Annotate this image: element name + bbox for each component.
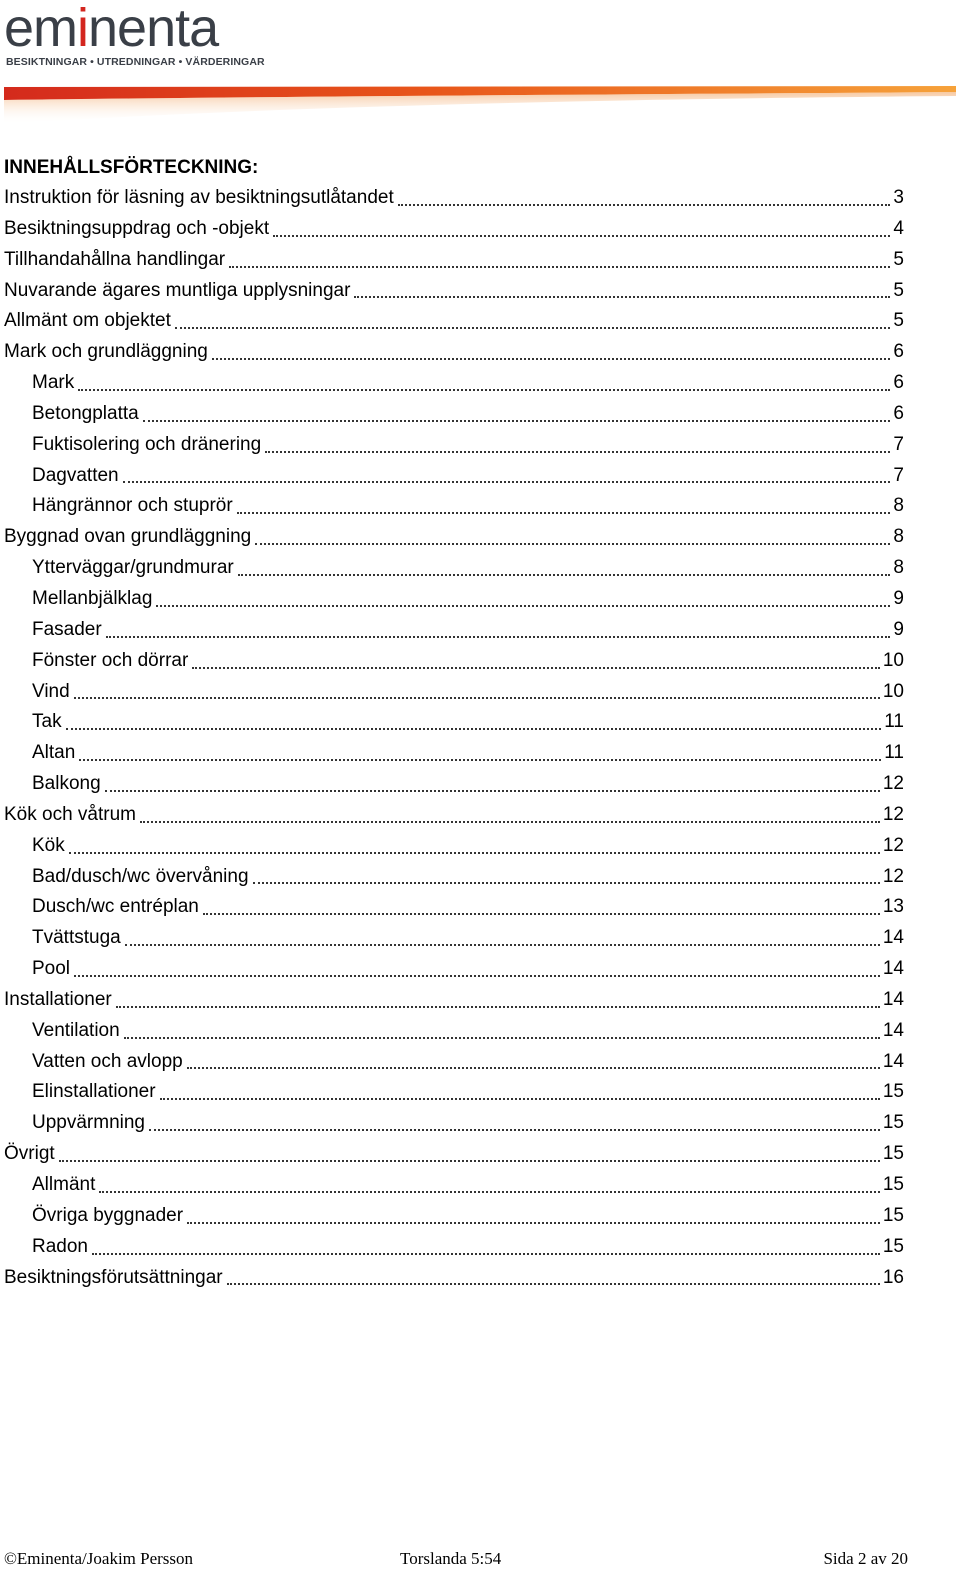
toc-entry[interactable] [4, 646, 904, 677]
toc-dot-leader [79, 745, 881, 761]
logo-tagline: BESIKTNINGAR • UTREDNINGAR • VÄRDERINGAR [6, 56, 265, 68]
toc-dot-leader [124, 1023, 880, 1039]
toc-entry[interactable] [4, 368, 904, 399]
toc-entry-page: 11 [884, 742, 904, 764]
toc-entry[interactable] [4, 954, 904, 985]
toc-dot-leader [105, 776, 880, 792]
toc-entry[interactable] [4, 615, 904, 646]
toc-entry-title: Dusch/wc entréplan [32, 896, 199, 918]
toc-entry[interactable] [4, 306, 904, 337]
toc-entry-title: Instruktion för läsning av besiktningsutlåtandet [4, 187, 394, 208]
toc-entry-page: 14 [882, 958, 904, 980]
toc-dot-leader [59, 1146, 880, 1162]
toc-dot-leader [66, 714, 882, 730]
toc-dot-leader [78, 375, 890, 391]
toc-entry-title: Ytterväggar/grundmurar [32, 557, 234, 579]
toc-entry[interactable] [4, 399, 904, 430]
toc-entry[interactable] [4, 985, 904, 1016]
toc-entry-title: Övriga byggnader [32, 1204, 184, 1226]
toc-entry[interactable] [4, 1108, 904, 1139]
footer-copyright: ©Eminenta/Joakim Persson [4, 1549, 194, 1568]
toc-entry-title: Allmänt om objektet [4, 310, 171, 332]
toc-dot-leader [99, 1177, 880, 1193]
toc-dot-leader [237, 498, 891, 514]
toc-dot-leader [255, 529, 890, 545]
toc-entry[interactable] [4, 522, 904, 553]
toc-entry[interactable] [4, 831, 904, 862]
toc-entry[interactable] [4, 677, 904, 708]
toc-entry-page: 9 [893, 587, 904, 609]
toc-entry-title: Fuktisolering och dränering [32, 433, 262, 455]
toc-entry-page: 5 [893, 310, 904, 332]
table-of-contents [4, 152, 904, 1293]
toc-entry-title: Övrigt [4, 1143, 55, 1165]
toc-dot-leader [74, 683, 880, 699]
toc-dot-leader [175, 313, 891, 329]
toc-entry-title: Installationer [4, 988, 112, 1010]
toc-dot-leader [187, 1053, 880, 1069]
toc-entry-title: Kök och våtrum [4, 803, 136, 825]
toc-entry[interactable] [4, 1016, 904, 1047]
toc-entry-page: 16 [882, 1266, 904, 1288]
toc-dot-leader [203, 899, 880, 915]
toc-entry-page: 5 [893, 279, 904, 301]
toc-dot-leader [253, 868, 880, 884]
toc-entry-page: 6 [893, 402, 904, 424]
toc-dot-leader [229, 252, 890, 268]
toc-dot-leader [69, 838, 880, 854]
toc-entry[interactable] [4, 892, 904, 923]
toc-entry-title: Kök [32, 834, 65, 856]
toc-entry-page: 5 [893, 248, 904, 270]
toc-entry-title: Bad/dusch/wc övervåning [32, 865, 249, 887]
toc-entry-title: Balkong [32, 773, 101, 795]
toc-entry-page: 15 [882, 1143, 904, 1165]
toc-entry[interactable] [4, 183, 904, 214]
toc-entry-title: Altan [32, 742, 76, 764]
toc-entry-page: 12 [882, 773, 904, 795]
toc-entry-title: Elinstallationer [32, 1081, 156, 1103]
company-logo [4, 0, 265, 72]
toc-entry-title: Tvättstuga [32, 927, 121, 949]
toc-entry-title: Uppvärmning [32, 1112, 145, 1134]
toc-entry[interactable] [4, 245, 904, 276]
toc-entry[interactable] [4, 1232, 904, 1263]
toc-entry[interactable] [4, 769, 904, 800]
logo-word-pre: em [4, 0, 78, 58]
toc-entry-page: 8 [893, 495, 904, 517]
toc-entry-title: Allmänt [32, 1174, 96, 1195]
toc-dot-leader [156, 591, 890, 607]
toc-list [4, 183, 904, 1293]
toc-entry-page: 12 [882, 834, 904, 856]
toc-entry[interactable] [4, 1139, 904, 1170]
toc-entry[interactable] [4, 491, 904, 522]
toc-entry-title: Hängrännor och stuprör [32, 495, 233, 517]
toc-entry-title: Mellanbjälklag [32, 587, 153, 609]
toc-entry-title: Vatten och avlopp [32, 1050, 183, 1072]
toc-dot-leader [160, 1084, 880, 1100]
toc-entry[interactable] [4, 584, 904, 615]
toc-entry-page: 15 [882, 1204, 904, 1226]
toc-entry-title: Mark och grundläggning [4, 341, 208, 363]
toc-dot-leader [116, 992, 880, 1008]
toc-entry[interactable] [4, 430, 904, 461]
toc-entry-title: Fönster och dörrar [32, 649, 189, 671]
toc-dot-leader [192, 653, 880, 669]
toc-entry-page: 15 [882, 1081, 904, 1103]
logo-word-post: nenta [88, 0, 219, 58]
logo-word-accent: i [77, 0, 89, 58]
toc-entry-title: Tillhandahållna handlingar [4, 248, 226, 270]
toc-dot-leader [187, 1208, 880, 1224]
toc-entry[interactable] [4, 1170, 904, 1201]
toc-entry-page: 14 [882, 1019, 904, 1041]
toc-entry-title: Besiktningsuppdrag och -objekt [4, 217, 270, 239]
toc-entry[interactable] [4, 1047, 904, 1078]
toc-dot-leader [140, 807, 880, 823]
toc-entry-title: Vind [32, 680, 70, 702]
toc-entry-page: 14 [882, 988, 904, 1010]
toc-entry-title: Mark [32, 372, 75, 394]
toc-entry[interactable] [4, 276, 904, 307]
toc-entry[interactable] [4, 461, 904, 492]
toc-entry[interactable] [4, 862, 904, 893]
toc-dot-leader [354, 282, 890, 298]
toc-dot-leader [265, 437, 890, 453]
toc-entry-page: 6 [893, 341, 904, 363]
toc-entry-title: Byggnad ovan grundläggning [4, 526, 252, 548]
toc-entry-page: 9 [893, 618, 904, 640]
footer-page-number: Sida 2 av 20 [823, 1549, 908, 1568]
toc-entry[interactable] [4, 707, 904, 738]
toc-entry[interactable] [4, 800, 904, 831]
toc-entry-page: 8 [893, 526, 904, 548]
toc-entry-page: 12 [882, 865, 904, 887]
toc-entry-page: 13 [882, 896, 904, 918]
toc-dot-leader [74, 961, 880, 977]
toc-dot-leader [123, 467, 891, 483]
toc-dot-leader [92, 1239, 880, 1255]
toc-entry[interactable] [4, 923, 904, 954]
toc-entry[interactable] [4, 1201, 904, 1232]
toc-entry-page: 15 [882, 1235, 904, 1257]
toc-entry[interactable] [4, 1077, 904, 1108]
toc-entry-title: Radon [32, 1235, 88, 1257]
toc-dot-leader [106, 622, 891, 638]
toc-entry-title: Betongplatta [32, 402, 139, 424]
toc-entry[interactable] [4, 214, 904, 245]
toc-entry-title: Pool [32, 958, 71, 980]
toc-entry-title: Fasader [32, 618, 102, 640]
toc-entry-page: 7 [893, 464, 904, 486]
toc-entry[interactable] [4, 337, 904, 368]
header-swoosh-decoration [4, 84, 956, 126]
page-footer [4, 1549, 908, 1571]
toc-entry-page: 14 [882, 1050, 904, 1072]
toc-entry-title: Dagvatten [32, 464, 119, 486]
toc-entry[interactable] [4, 1263, 904, 1294]
toc-dot-leader [125, 930, 880, 946]
toc-entry-page: 14 [882, 927, 904, 949]
toc-entry-page: 4 [893, 217, 904, 239]
toc-dot-leader [143, 406, 891, 422]
toc-entry[interactable] [4, 553, 904, 584]
toc-dot-leader [238, 560, 891, 576]
toc-entry-page: 7 [893, 433, 904, 455]
toc-dot-leader [212, 344, 891, 360]
toc-entry[interactable] [4, 738, 904, 769]
toc-entry-page: 10 [882, 649, 904, 671]
toc-dot-leader [227, 1269, 880, 1285]
toc-entry-page: 12 [882, 803, 904, 825]
toc-entry-page: 11 [884, 711, 904, 733]
toc-dot-leader [273, 221, 890, 237]
toc-entry-page: 10 [882, 680, 904, 702]
toc-dot-leader [149, 1115, 880, 1131]
toc-entry-page: 15 [882, 1174, 904, 1195]
toc-title: INNEHÅLLSFÖRTECKNING: [4, 157, 259, 178]
toc-entry-title: Ventilation [32, 1019, 120, 1041]
toc-entry-title: Nuvarande ägares muntliga upplysningar [4, 279, 351, 301]
toc-entry-title: Tak [32, 711, 62, 733]
toc-entry-page: 3 [893, 187, 904, 208]
toc-entry-page: 8 [893, 557, 904, 579]
footer-property: Torslanda 5:54 [400, 1549, 502, 1568]
logo-wordmark [4, 0, 218, 56]
toc-entry-title: Besiktningsförutsättningar [4, 1266, 223, 1288]
toc-entry-page: 15 [882, 1112, 904, 1134]
toc-dot-leader [398, 190, 891, 206]
toc-entry-page: 6 [893, 372, 904, 394]
